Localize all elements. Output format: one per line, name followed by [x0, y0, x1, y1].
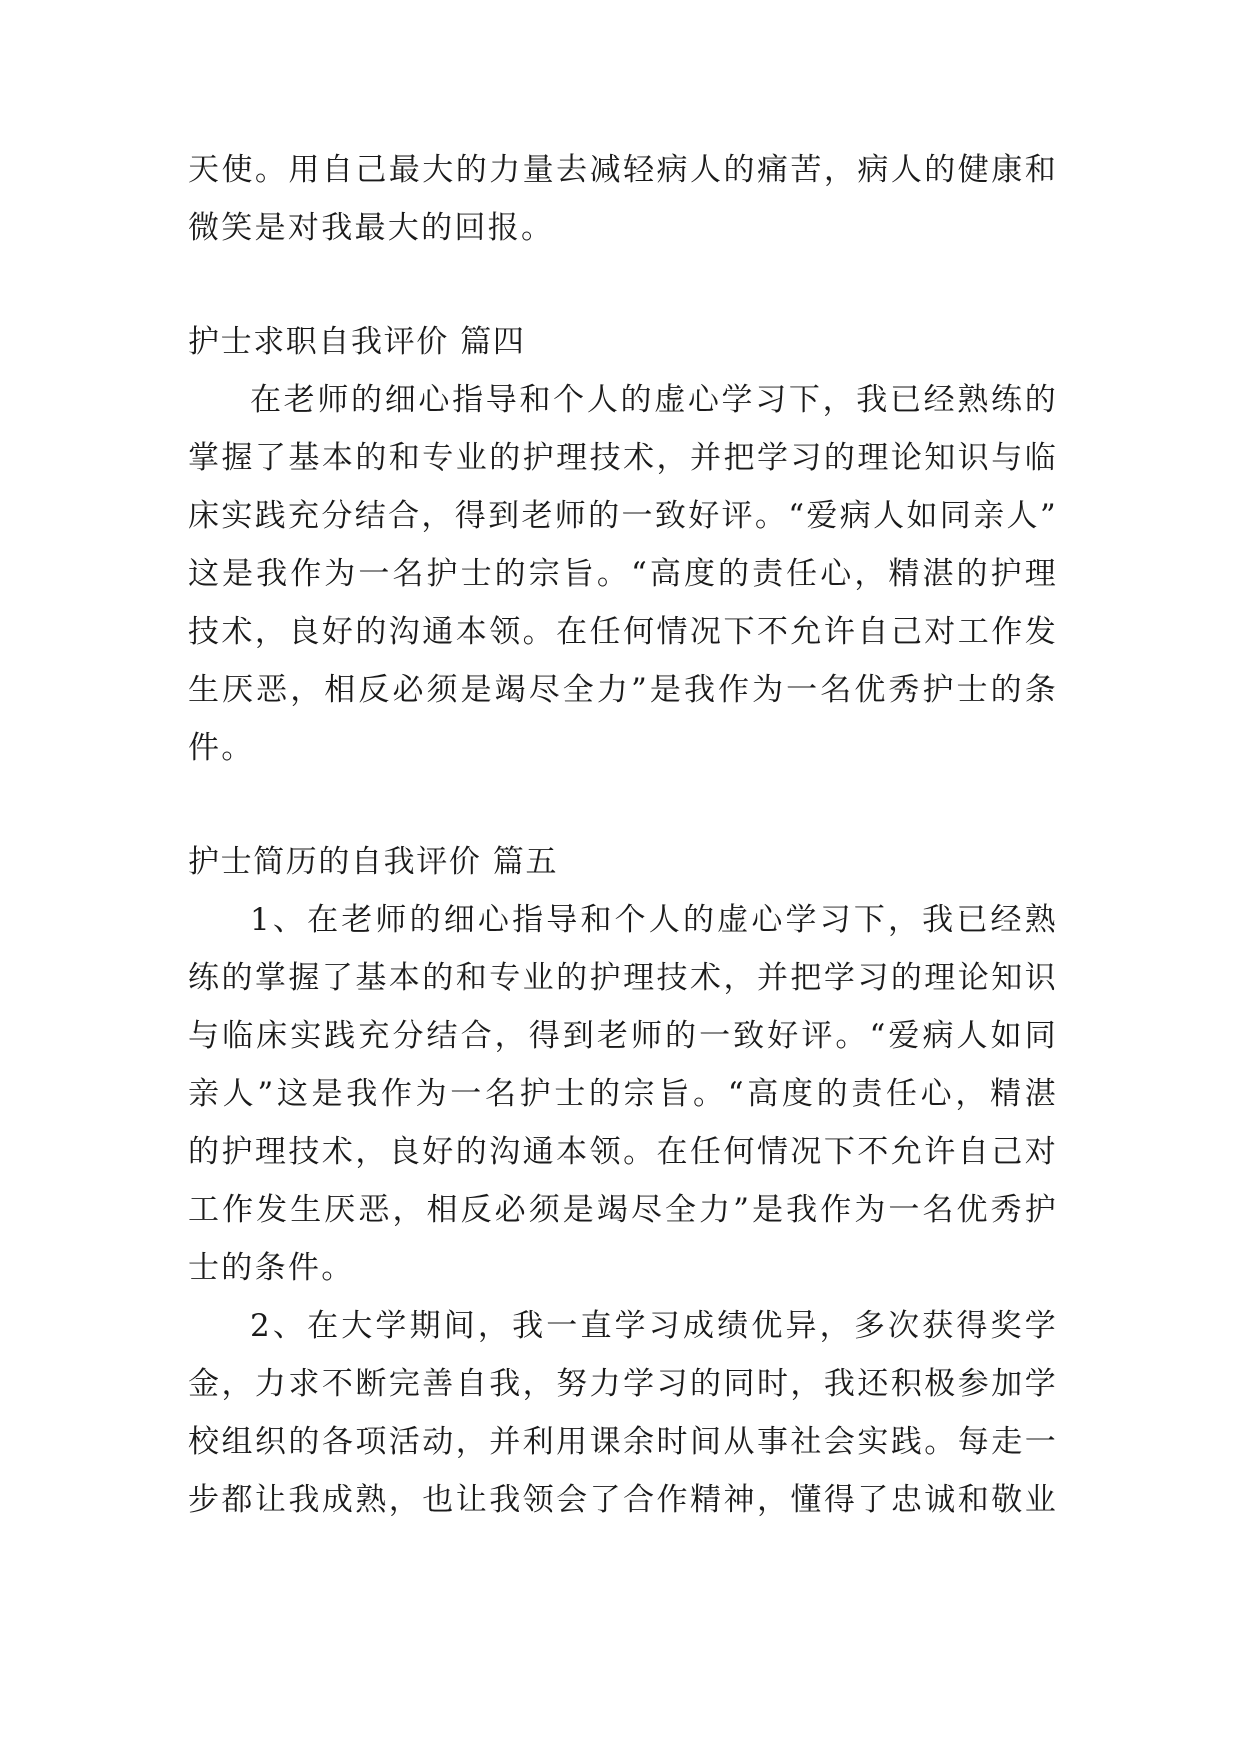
body-line: 1、在老师的细心指导和个人的虚心学习下，我已经熟 [250, 902, 1058, 938]
body-line: 床实践充分结合，得到老师的一致好评。“爱病人如同亲人” [188, 498, 1058, 534]
section-heading: 护士简历的自我评价 篇五 [188, 844, 559, 880]
body-line: 天使。用自己最大的力量去减轻病人的痛苦，病人的健康和 [188, 152, 1058, 188]
body-line: 的护理技术，良好的沟通本领。在任何情况下不允许自己对 [188, 1134, 1058, 1170]
body-line: 生厌恶，相反必须是竭尽全力”是我作为一名优秀护士的条 [188, 672, 1058, 708]
body-line: 这是我作为一名护士的宗旨。“高度的责任心，精湛的护理 [188, 556, 1058, 592]
body-line: 2、在大学期间，我一直学习成绩优异，多次获得奖学 [250, 1308, 1058, 1344]
body-line: 件。 [188, 730, 255, 766]
section-heading: 护士求职自我评价 篇四 [188, 324, 526, 360]
body-line: 练的掌握了基本的和专业的护理技术，并把学习的理论知识 [188, 960, 1058, 996]
body-line: 校组织的各项活动，并利用课余时间从事社会实践。每走一 [188, 1424, 1058, 1460]
body-line: 与临床实践充分结合，得到老师的一致好评。“爱病人如同 [188, 1018, 1058, 1054]
body-line: 在老师的细心指导和个人的虚心学习下，我已经熟练的 [250, 382, 1058, 418]
body-line: 步都让我成熟，也让我领会了合作精神，懂得了忠诚和敬业 [188, 1482, 1058, 1518]
body-line: 技术，良好的沟通本领。在任何情况下不允许自己对工作发 [188, 614, 1058, 650]
body-line: 士的条件。 [188, 1250, 355, 1286]
body-line: 微笑是对我最大的回报。 [188, 210, 555, 246]
body-line: 工作发生厌恶，相反必须是竭尽全力”是我作为一名优秀护 [188, 1192, 1058, 1228]
body-line: 亲人”这是我作为一名护士的宗旨。“高度的责任心，精湛 [188, 1076, 1058, 1112]
body-line: 金，力求不断完善自我，努力学习的同时，我还积极参加学 [188, 1366, 1058, 1402]
body-line: 掌握了基本的和专业的护理技术，并把学习的理论知识与临 [188, 440, 1058, 476]
